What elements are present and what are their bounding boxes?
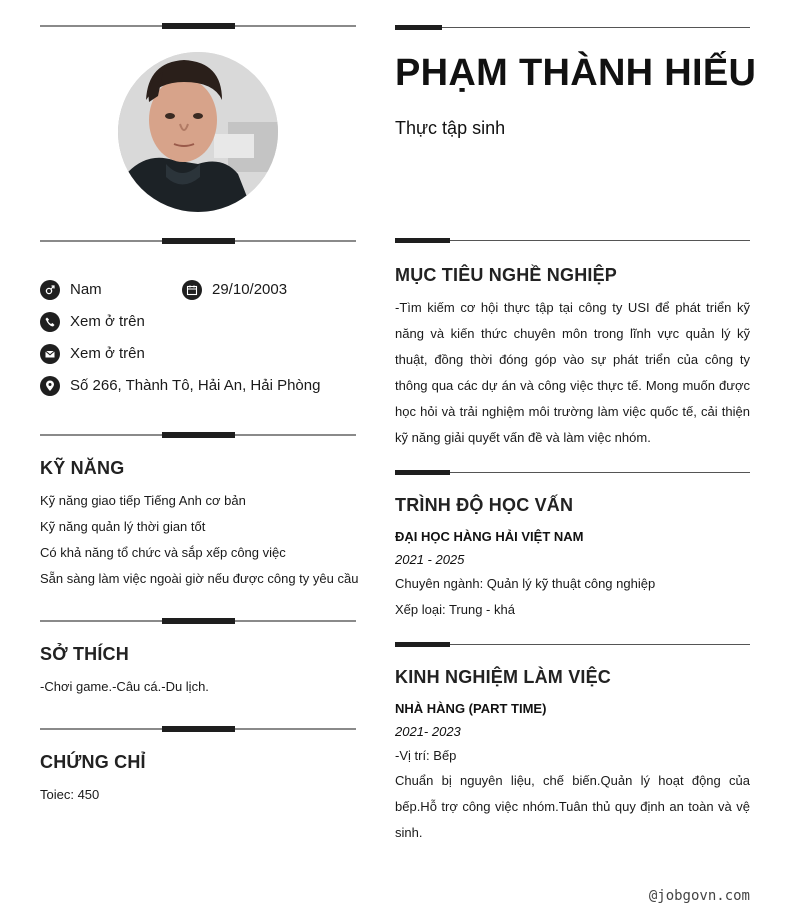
location-icon — [40, 376, 60, 396]
divider-hobbies — [40, 618, 356, 624]
divider-contact — [40, 238, 356, 244]
divider-top-left — [40, 23, 356, 29]
skill-item: Sẵn sàng làm việc ngoài giờ nếu được công ty yêu cầu — [40, 571, 359, 586]
certificates-text: Toiec: 450 — [40, 787, 100, 802]
education-major: Chuyên ngành: Quản lý kỹ thuật công nghiệp — [395, 576, 656, 591]
skill-item: Kỹ năng giao tiếp Tiếng Anh cơ bản — [40, 493, 246, 508]
education-school: ĐẠI HỌC HÀNG HẢI VIỆT NAM — [395, 529, 584, 544]
experience-description: Chuẩn bị nguyên liệu, chế biến.Quản lý hoạt động của bếp.Hỗ trợ công việc nhóm.Tuân thủ quy định an toàn và vệ sinh. — [395, 773, 750, 840]
skills-heading: KỸ NĂNG — [40, 458, 125, 478]
experience-heading: KINH NGHIỆM LÀM VIỆC — [395, 667, 612, 687]
gender-icon — [40, 280, 60, 300]
hobbies-heading: SỞ THÍCH — [40, 644, 129, 664]
skill-item: Có khả năng tổ chức và sắp xếp công việc — [40, 545, 286, 560]
certificates-heading: CHỨNG CHỈ — [40, 752, 146, 772]
avatar-portrait — [118, 52, 278, 212]
education-grade: Xếp loại: Trung - khá — [395, 602, 515, 617]
experience-company: NHÀ HÀNG (PART TIME) — [395, 701, 547, 716]
divider-top-right — [395, 25, 750, 31]
skill-item: Kỹ năng quản lý thời gian tốt — [40, 519, 206, 534]
birthdate-value: 29/10/2003 — [212, 281, 288, 298]
email-icon — [40, 344, 60, 364]
divider-education — [395, 470, 750, 476]
watermark: @jobgovn.com — [648, 888, 750, 904]
experience-position: -Vị trí: Bếp — [395, 748, 457, 763]
divider-experience — [395, 642, 750, 648]
phone-value: Xem ở trên — [70, 313, 145, 330]
email-value: Xem ở trên — [70, 345, 145, 362]
divider-certificates — [40, 726, 356, 732]
candidate-role: Thực tập sinh — [395, 118, 506, 138]
objective-text: -Tìm kiếm cơ hội thực tập tại công ty USI để phát triển kỹ năng và kiến thức chuyên môn trong lĩnh vực quản lý kỹ thuật, đồng thời đóng góp vào sự phát triển của công ty thông qua các dự án và công việc thực tế. Mong muốn được học hỏi và trải nghiệm môi trường làm việc quốc tế, cải thiện kỹ năng giải quyết vấn đề và làm việc nhóm. — [395, 300, 750, 445]
education-period: 2021 - 2025 — [395, 552, 465, 567]
address-value: Số 266, Thành Tô, Hải An, Hải Phòng — [70, 377, 321, 394]
divider-skills — [40, 432, 356, 438]
calendar-icon — [182, 280, 202, 300]
avatar — [118, 52, 278, 212]
education-heading: TRÌNH ĐỘ HỌC VẤN — [395, 495, 574, 515]
divider-objective — [395, 238, 750, 244]
objective-heading: MỤC TIÊU NGHỀ NGHIỆP — [395, 265, 618, 285]
gender-value: Nam — [70, 281, 102, 298]
phone-icon — [40, 312, 60, 332]
experience-period: 2021- 2023 — [395, 724, 461, 739]
candidate-name: PHẠM THÀNH HIẾU — [395, 52, 757, 94]
hobbies-text: -Chơi game.-Câu cá.-Du lịch. — [40, 679, 209, 694]
